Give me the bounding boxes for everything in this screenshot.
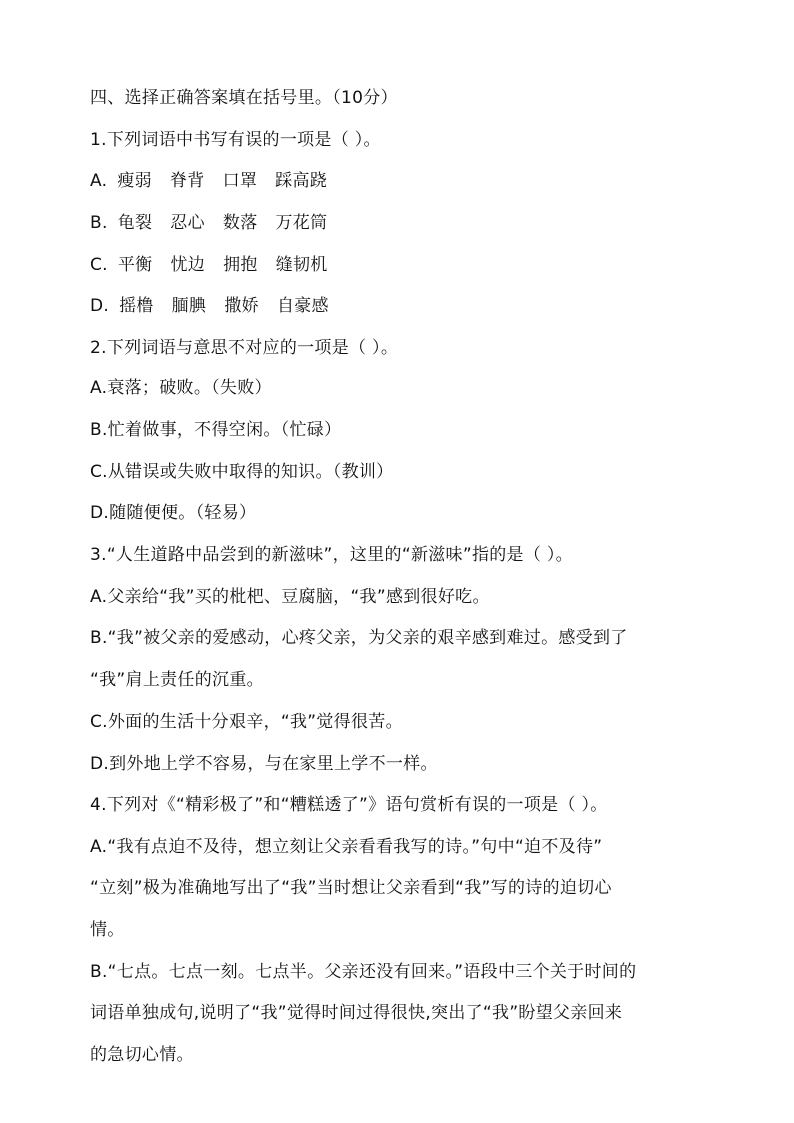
question-2-option-d: D.随随便便。（轻易）: [90, 503, 257, 523]
question-2-option-b: B.忙着做事，不得空闲。（忙碌）: [90, 420, 342, 440]
option-word: 龟裂: [117, 213, 153, 233]
option-word: 数落: [222, 213, 258, 233]
option-word: 撒娇: [224, 296, 259, 316]
option-label: A.: [90, 171, 108, 191]
option-word: 腼腆: [171, 296, 207, 316]
question-3-option-a: A.父亲给“我”买的枇杷、豆腐脑，“我”感到很好吃。: [90, 587, 490, 607]
option-word: 万花筒: [275, 213, 328, 233]
question-3-stem: 3.“人生道路中品尝到的新滋味”，这里的“新滋味”指的是（ ）。: [90, 545, 573, 565]
question-2-option-a: A.衰落；破败。（失败）: [90, 378, 272, 398]
option-label: C.: [90, 255, 108, 275]
option-label: D.: [90, 296, 110, 316]
question-1-option-d: [90, 296, 720, 316]
option-label: B.: [90, 213, 108, 233]
question-4-stem: 4.下列对《“精彩极了”和“糟糕透了”》语句赏析有误的一项是（ ）。: [90, 795, 608, 815]
option-word: 踩高跷: [275, 171, 328, 191]
section-heading: 四、选择正确答案填在括号里。（10分）: [90, 88, 398, 108]
question-2-stem: 2.下列词语与意思不对应的一项是（ ）。: [90, 338, 399, 358]
question-3-option-c: C.外面的生活十分艰辛，“我”觉得很苦。: [90, 712, 403, 732]
question-1-option-b: [90, 213, 720, 233]
question-4-option-a-line-3: 情。: [90, 920, 125, 940]
question-4-option-b-line-2: 词语单独成句,说明了“我”觉得时间过得很快,突出了“我”盼望父亲回来: [90, 1003, 623, 1023]
question-3-option-d: D.到外地上学不容易，与在家里上学不一样。: [90, 754, 438, 774]
question-4-option-a-line-2: “立刻”极为准确地写出了“我”当时想让父亲看到“我”写的诗的迫切心: [90, 878, 612, 898]
option-word: 口罩: [222, 171, 258, 191]
option-word: 缝韧机: [275, 255, 328, 275]
option-word: 忍心: [170, 213, 205, 233]
question-4-option-b-line-1: B.“七点。七点一刻。七点半。父亲还没有回来。”语段中三个关于时间的: [90, 962, 637, 982]
option-word: 平衡: [117, 255, 153, 275]
question-1-stem: 1.下列词语中书写有误的一项是（ ）。: [90, 130, 381, 150]
question-3-option-b-line-2: “我”肩上责任的沉重。: [90, 670, 264, 690]
question-1-option-c: [90, 255, 720, 275]
question-3-option-b-line-1: B.“我”被父亲的爱感动，心疼父亲，为父亲的艰辛感到难过。感受到了: [90, 628, 628, 648]
question-1-option-a: [90, 171, 720, 191]
option-word: 瘦弱: [117, 171, 152, 191]
option-word: 忧边: [170, 255, 206, 275]
option-word: 拥抱: [223, 255, 258, 275]
option-word: 自豪感: [276, 296, 329, 316]
question-2-option-c: C.从错误或失败中取得的知识。（教训）: [90, 462, 394, 482]
option-word: 脊背: [169, 171, 205, 191]
question-4-option-a-line-1: A.“我有点迫不及待，想立刻让父亲看看我写的诗。”句中“迫不及待”: [90, 837, 603, 857]
option-word: 摇橹: [119, 296, 154, 316]
question-4-option-b-line-3: 的急切心情。: [90, 1045, 194, 1065]
